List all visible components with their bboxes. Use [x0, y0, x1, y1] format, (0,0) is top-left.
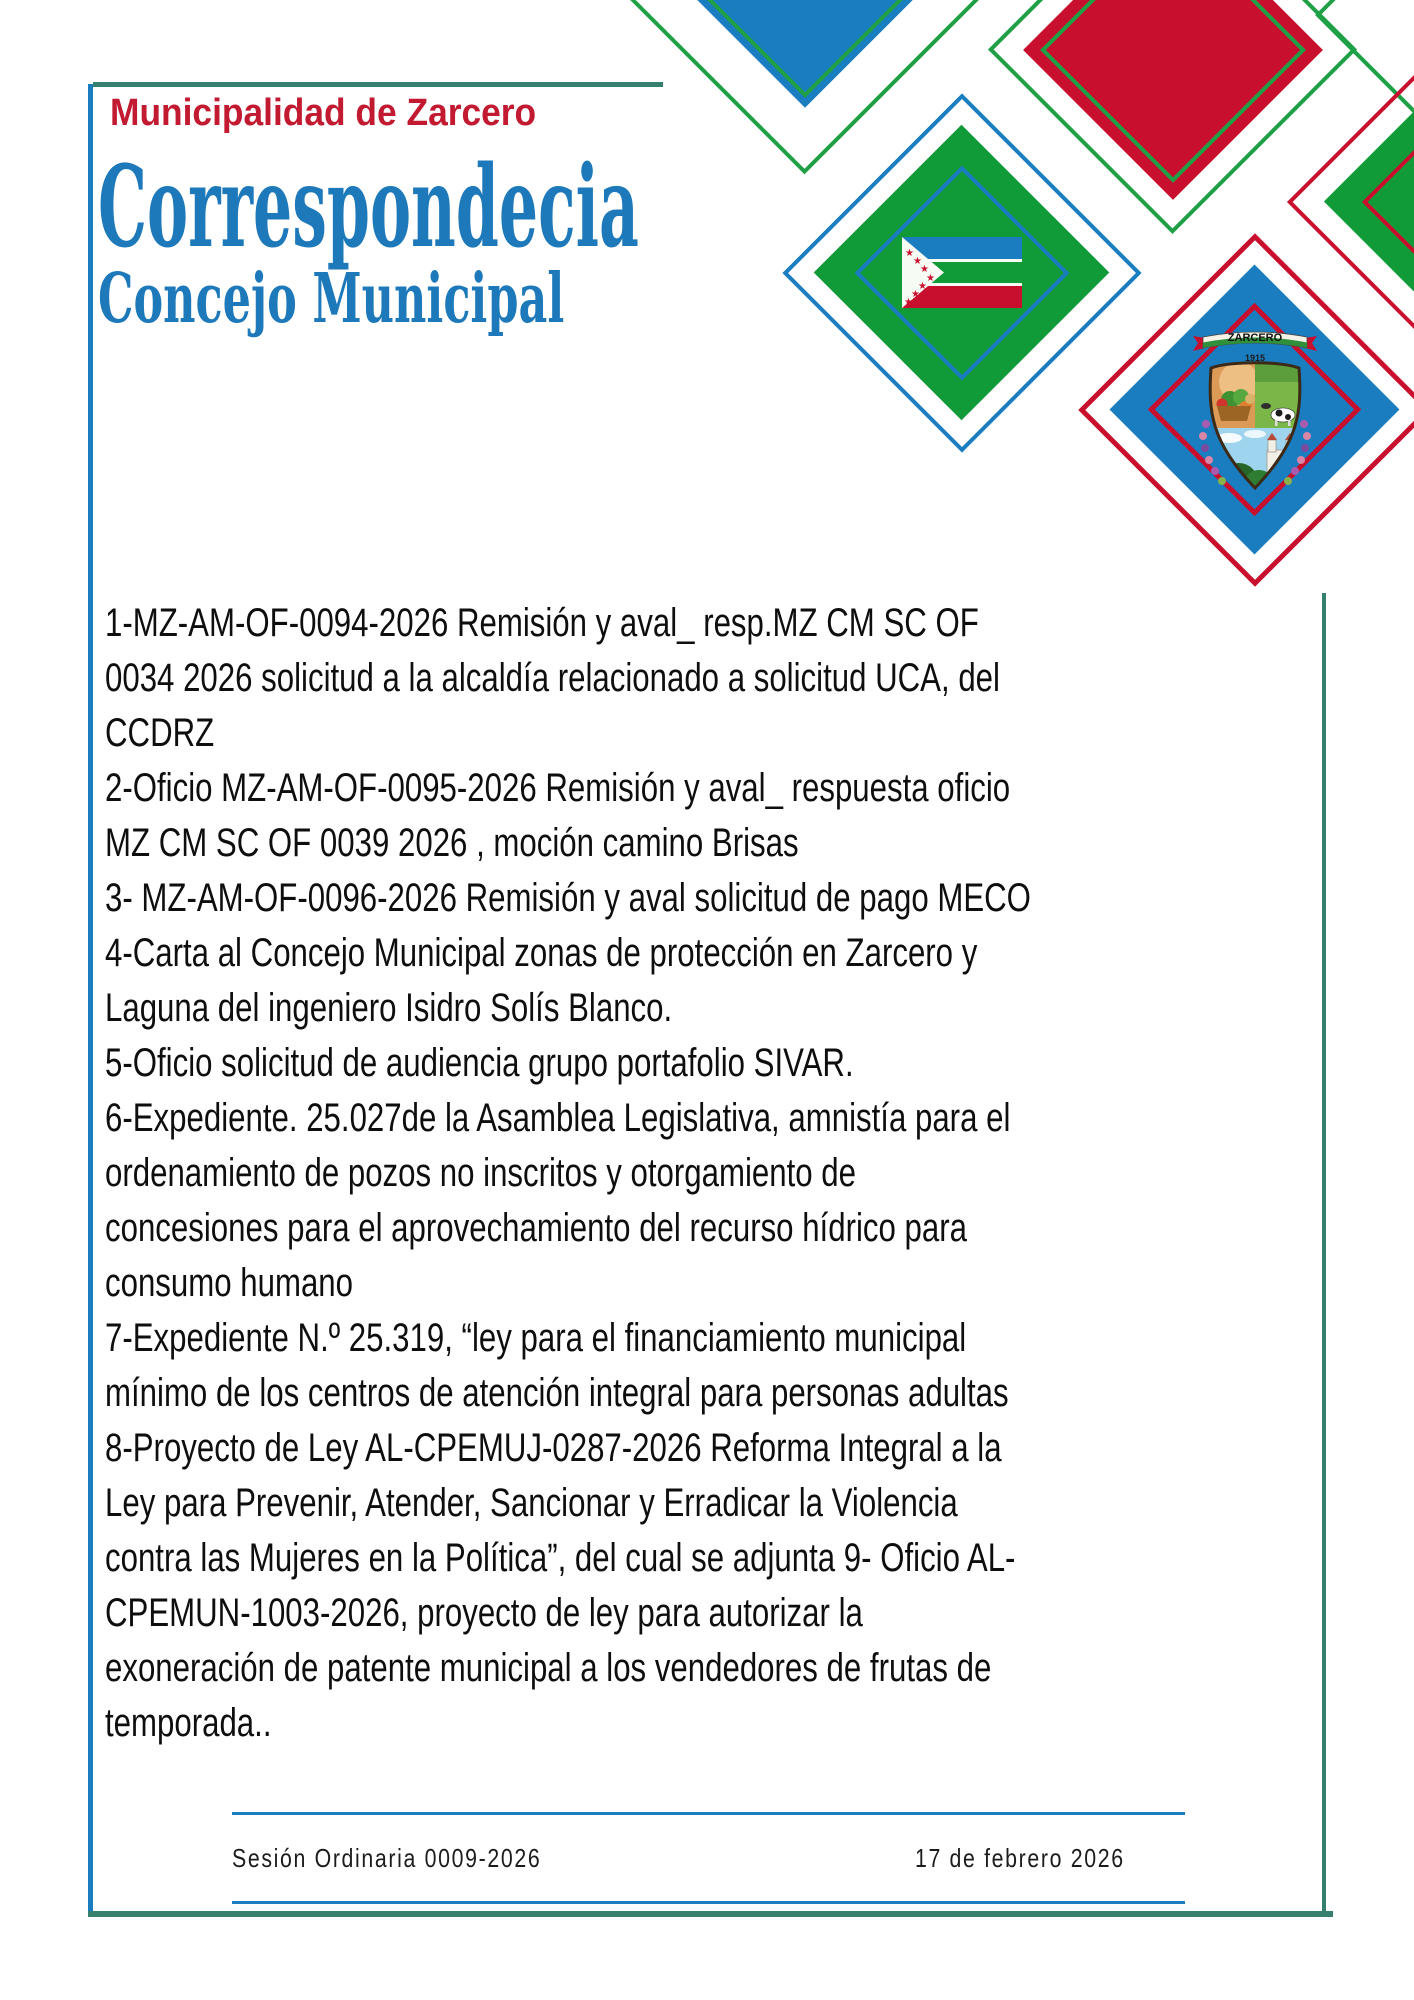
correspondence-line: CPEMUN-1003-2026, proyecto de ley para autorizar la	[105, 1591, 863, 1635]
correspondence-line: ordenamiento de pozos no inscritos y otorgamiento de	[105, 1151, 856, 1195]
zarcero-coat-of-arms-icon	[1189, 324, 1321, 496]
session-label: Sesión Ordinaria 0009-2026	[232, 1843, 542, 1873]
correspondence-line: temporada..	[105, 1701, 272, 1745]
frame-top-border	[93, 82, 663, 87]
correspondence-line: CCDRZ	[105, 711, 215, 755]
correspondence-line: 3- MZ-AM-OF-0096-2026 Remisión y aval solicitud de pago MECO	[105, 876, 1031, 920]
footer-bottom-rule	[232, 1901, 1185, 1904]
correspondence-line: exoneración de patente municipal a los vendedores de frutas de	[105, 1646, 992, 1690]
correspondence-line: 4-Carta al Concejo Municipal zonas de protección en Zarcero y	[105, 931, 978, 975]
correspondence-line: 0034 2026 solicitud a la alcaldía relacionado a solicitud UCA, del	[105, 656, 1000, 700]
correspondence-line: 1-MZ-AM-OF-0094-2026 Remisión y aval_ resp.MZ CM SC OF	[105, 601, 979, 645]
svg-text:★: ★	[920, 264, 929, 275]
coat-banner-year: 1915	[1244, 353, 1266, 363]
correspondence-line: mínimo de los centros de atención integral para personas adultas	[105, 1371, 1009, 1415]
svg-text:★: ★	[911, 289, 920, 300]
page-title: Correspondecia	[98, 142, 639, 273]
correspondence-line: Ley para Prevenir, Atender, Sancionar y Erradicar la Violencia	[105, 1481, 958, 1525]
correspondence-line: Laguna del ingeniero Isidro Solís Blanco.	[105, 986, 673, 1030]
correspondence-line: MZ CM SC OF 0039 2026 , moción camino Brisas	[105, 821, 799, 865]
correspondence-line: 8-Proyecto de Ley AL-CPEMUJ-0287-2026 Reforma Integral a la	[105, 1426, 1002, 1470]
svg-text:★: ★	[913, 256, 922, 267]
zarcero-flag-icon	[902, 237, 1022, 308]
correspondence-line: 5-Oficio solicitud de audiencia grupo portafolio SIVAR.	[105, 1041, 854, 1085]
organization-name: Municipalidad de Zarcero	[110, 92, 537, 134]
svg-text:★: ★	[905, 248, 914, 259]
footer-top-rule	[232, 1812, 1185, 1815]
correspondence-list	[105, 596, 1031, 1751]
page-subtitle: Concejo Municipal	[98, 259, 565, 339]
correspondence-line: 2-Oficio MZ-AM-OF-0095-2026 Remisión y aval_ respuesta oficio	[105, 766, 1011, 810]
svg-text:★: ★	[926, 273, 935, 284]
coat-banner-text: ZARCERO	[1227, 332, 1283, 344]
correspondence-line: contra las Mujeres en la Política”, del cual se adjunta 9- Oficio AL-	[105, 1536, 1016, 1580]
correspondence-line: 7-Expediente N.º 25.319, “ley para el financiamiento municipal	[105, 1316, 967, 1360]
correspondence-line: consumo humano	[105, 1261, 354, 1305]
correspondence-line: 6-Expediente. 25.027de la Asamblea Legislativa, amnistía para el	[105, 1096, 1011, 1140]
svg-text:★: ★	[918, 281, 927, 292]
correspondence-line: concesiones para el aprovechamiento del recurso hídrico para	[105, 1206, 967, 1250]
session-date: 17 de febrero 2026	[915, 1843, 1125, 1873]
frame-bottom-border	[88, 1911, 1333, 1917]
svg-text:★: ★	[904, 297, 913, 308]
frame-right-border	[1322, 593, 1326, 1911]
frame-left-border	[88, 84, 93, 1916]
